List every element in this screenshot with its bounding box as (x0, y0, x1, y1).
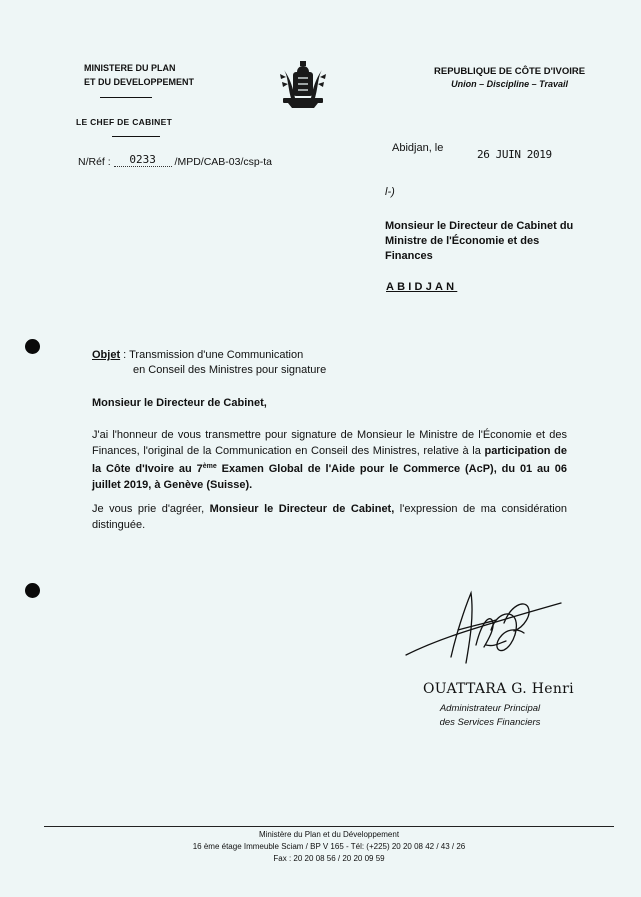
paragraph-2-text-1: Je vous prie d'agréer, (92, 503, 210, 515)
ministry-divider (100, 97, 152, 98)
paragraph-2-text-2: l'expression de ma considération distinguée. (92, 503, 567, 531)
reference-line (78, 153, 272, 168)
signatory-name: OUATTARA G. Henri (423, 681, 574, 697)
subject-block (92, 348, 326, 378)
country-name: REPUBLIQUE DE CÔTE D'IVOIRE (434, 66, 586, 77)
footer-line-1: Ministère du Plan et du Développement (258, 830, 400, 839)
signatory-title-line-1: Administrateur Principal (439, 703, 541, 714)
footer-line-2: 16 ème étage Immeuble Sciam / BP V 165 - Tél: (+225) 20 20 08 42 / 43 / 26 (192, 842, 466, 851)
paragraph-1-bold-2: Examen Global de l'Aide pour le Commerce (AcP), du 01 au 06 juillet 2019, à Genève (Suisse). (92, 463, 567, 491)
place-label: Abidjan, le (392, 142, 444, 154)
addressee-city: ABIDJAN (386, 281, 458, 293)
body-paragraph-2 (92, 502, 567, 533)
ministry-line-1: MINISTERE DU PLAN (84, 63, 176, 73)
paragraph-1-text: J'ai l'honneur de vous transmettre pour signature de Monsieur le Ministre de l'Économie et des Finances, l'original de la Communication en Conseil des Ministres, relative à la (92, 429, 567, 457)
addressee: Monsieur le Directeur de Cabinet du Ministre de l'Économie et des Finances (385, 220, 574, 262)
subject-separator: : (120, 349, 130, 361)
handwritten-mark: l-) (385, 186, 395, 198)
subject-line-1: Transmission d'une Communication (129, 349, 304, 361)
paragraph-2-bold: Monsieur le Directeur de Cabinet, (209, 503, 395, 515)
subject-line-2: en Conseil des Ministres pour signature (133, 364, 327, 376)
reference-prefix: N/Réf : (78, 156, 111, 168)
body-paragraph-1 (92, 428, 567, 493)
punch-hole (25, 339, 40, 354)
date-stamp: 26 JUIN 2019 (477, 148, 552, 161)
reference-number: 0233 (114, 153, 172, 167)
footer (44, 829, 614, 865)
republic-header (434, 65, 585, 91)
footer-line-3: Fax : 20 20 08 56 / 20 20 09 59 (273, 854, 385, 863)
footer-divider (44, 826, 614, 827)
punch-hole (25, 583, 40, 598)
paragraph-1-superscript: ème (202, 463, 217, 470)
office-divider (112, 136, 160, 137)
reference-suffix: /MPD/CAB-03/csp-ta (174, 156, 272, 168)
handwritten-signature (396, 585, 566, 670)
subject-label: Objet (92, 349, 121, 361)
signatory-title (430, 702, 550, 730)
ministry-line-2: ET DU DEVELOPPEMENT (84, 77, 195, 87)
ministry-header (84, 61, 194, 89)
national-motto: Union – Discipline – Travail (451, 79, 568, 89)
salutation: Monsieur le Directeur de Cabinet, (92, 397, 267, 409)
national-emblem-icon (276, 60, 330, 110)
office-title: LE CHEF DE CABINET (76, 117, 173, 127)
signatory-title-line-2: des Services Financiers (439, 717, 541, 728)
paragraph-1-bold-1: participation de la Côte d'Ivoire au 7 (92, 444, 567, 475)
